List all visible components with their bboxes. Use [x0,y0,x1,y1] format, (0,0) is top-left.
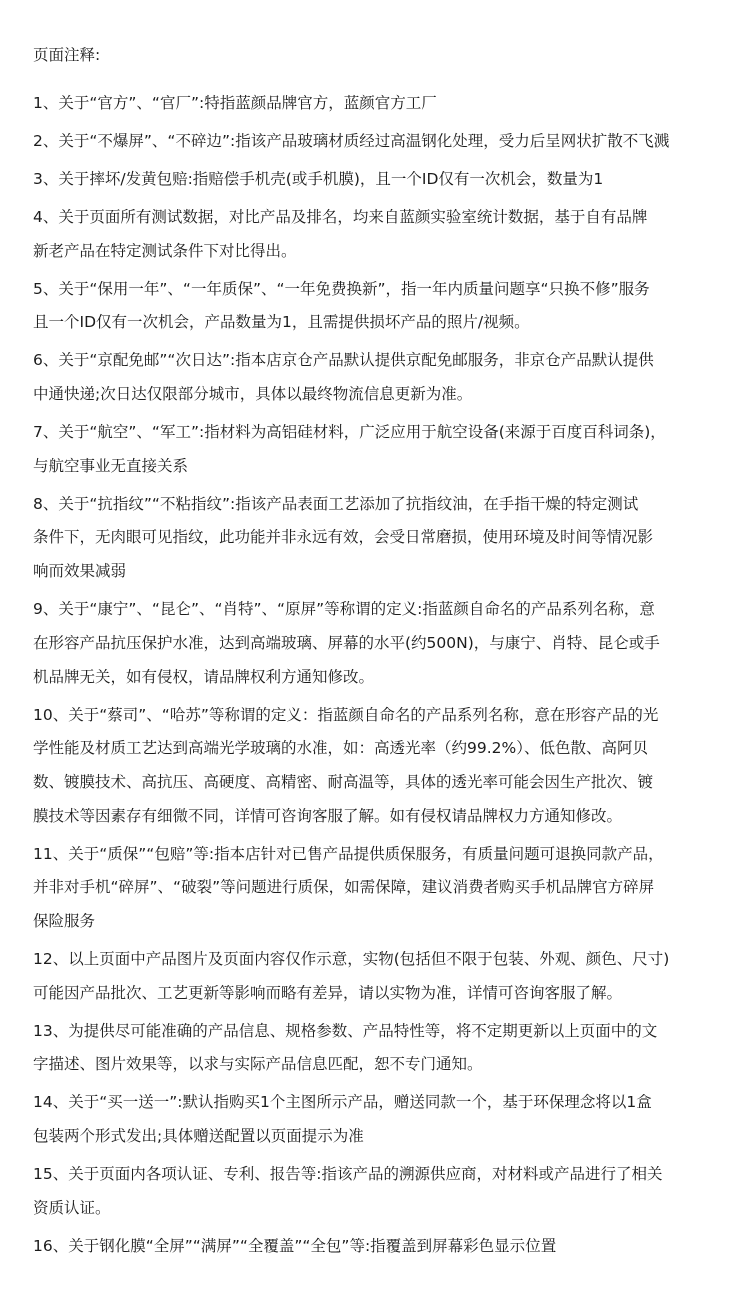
note-item [33,92,745,114]
notes-list [33,92,745,1257]
note-item [33,168,745,190]
note-line: 11、关于“质保”“包赔”等:指本店针对已售产品提供质保服务，有质量问题可退换同款产品， [33,844,664,863]
note-line: 13、为提供尽可能准确的产品信息、规格参数、产品特性等，将不定期更新以上页面中的文 [33,1021,658,1040]
note-line: 学性能及材质工艺达到高端光学玻璃的水准，如：高透光率（约99.2%）、低色散、高阿贝 [33,739,648,758]
note-line: 8、关于“抗指纹”“不粘指纹”:指该产品表面工艺添加了抗指纹油，在手指干燥的特定测试 [33,494,639,513]
note-line: 并非对手机“碎屏”、“破裂”等问题进行质保，如需保障，建议消费者购买手机品牌官方碎屏 [33,878,655,897]
note-line: 包装两个形式发出;具体赠送配置以页面提示为准 [33,1127,364,1145]
note-line: 且一个ID仅有一次机会，产品数量为1，且需提供损坏产品的照片/视频。 [33,313,530,332]
note-line: 14、关于“买一送一”:默认指购买1个主图所示产品，赠送同款一个，基于环保理念将以1盒 [33,1093,652,1112]
note-item [33,206,745,262]
note-line: 12、以上页面中产品图片及页面内容仅作示意，实物(包括但不限于包装、外观、颜色、尺寸) [33,949,670,968]
note-item [33,1235,745,1257]
note-line: 字描述、图片效果等，以求与实际产品信息匹配，恕不专门通知。 [33,1055,483,1074]
note-line: 2、关于“不爆屏”、“不碎边”:指该产品玻璃材质经过高温钢化处理，受力后呈网状扩散不飞溅 [33,132,670,150]
note-line: 条件下，无肉眼可见指纹，此功能并非永远有效，会受日常磨损，使用环境及时间等情况影 [33,528,654,547]
note-item [33,421,745,477]
note-item [33,1091,745,1147]
note-line: 5、关于“保用一年”、“一年质保”、“一年免费换新”，指一年内质量问题享“只换不修”服务 [33,279,650,298]
note-line: 16、关于钢化膜“全屏”“满屏”“全覆盖”“全包”等:指覆盖到屏幕彩色显示位置 [33,1236,557,1255]
note-line: 1、关于“官方”、“官厂”:特指蓝颜品牌官方，蓝颜官方工厂 [33,94,437,112]
note-item [33,1020,745,1076]
note-line: 中通快递;次日达仅限部分城市，具体以最终物流信息更新为准。 [33,385,473,404]
note-line: 3、关于摔坏/发黄包赔:指赔偿手机壳(或手机膜)，且一个ID仅有一次机会，数量为1 [33,170,604,188]
note-line: 15、关于页面内各项认证、专利、报告等:指该产品的溯源供应商，对材料或产品进行了相关 [33,1165,663,1183]
note-line: 在形容产品抗压保护水准，达到高端玻璃、屏幕的水平(约500N)，与康宁、肖特、昆仑或手 [33,633,660,652]
note-line: 9、关于“康宁”、“昆仑”、“肖特”、“原屏”等称谓的定义:指蓝颜自命名的产品系列名称，意 [33,600,655,619]
note-line: 与航空事业无直接关系 [33,456,189,475]
note-line: 膜技术等因素存有细微不同，详情可咨询客服了解。如有侵权请品牌权力方通知修改。 [33,806,623,825]
note-item [33,1163,745,1219]
note-item [33,598,745,687]
note-line: 10、关于“蔡司”、“哈苏”等称谓的定义：指蓝颜自命名的产品系列名称，意在形容产品的光 [33,705,659,724]
note-item [33,948,745,1004]
note-item [33,349,745,405]
page-title: 页面注释: [33,46,101,64]
note-item [33,130,745,152]
note-line: 7、关于“航空”、“军工”:指材料为高铝硅材料，广泛应用于航空设备(来源于百度百科词条)， [33,423,666,442]
note-line: 资质认证。 [33,1198,111,1217]
note-item [33,278,745,334]
note-item [33,704,745,827]
notes-document [33,44,745,1273]
note-line: 数、镀膜技术、高抗压、高硬度、高精密、耐高温等，具体的透光率可能会因生产批次、镀 [33,772,654,791]
note-item [33,843,745,932]
note-line: 4、关于页面所有测试数据，对比产品及排名，均来自蓝颜实验室统计数据，基于自有品牌 [33,208,648,226]
note-line: 保险服务 [33,911,96,930]
note-line: 可能因产品批次、工艺更新等影响而略有差异，请以实物为准，详情可咨询客服了解。 [33,983,623,1002]
note-line: 机品牌无关，如有侵权，请品牌权利方通知修改。 [33,667,375,686]
note-line: 响而效果减弱 [33,562,127,581]
note-item [33,493,745,582]
note-line: 新老产品在特定测试条件下对比得出。 [33,241,297,260]
note-line: 6、关于“京配免邮”“次日达”:指本店京仓产品默认提供京配免邮服务，非京仓产品默认提供 [33,351,654,370]
